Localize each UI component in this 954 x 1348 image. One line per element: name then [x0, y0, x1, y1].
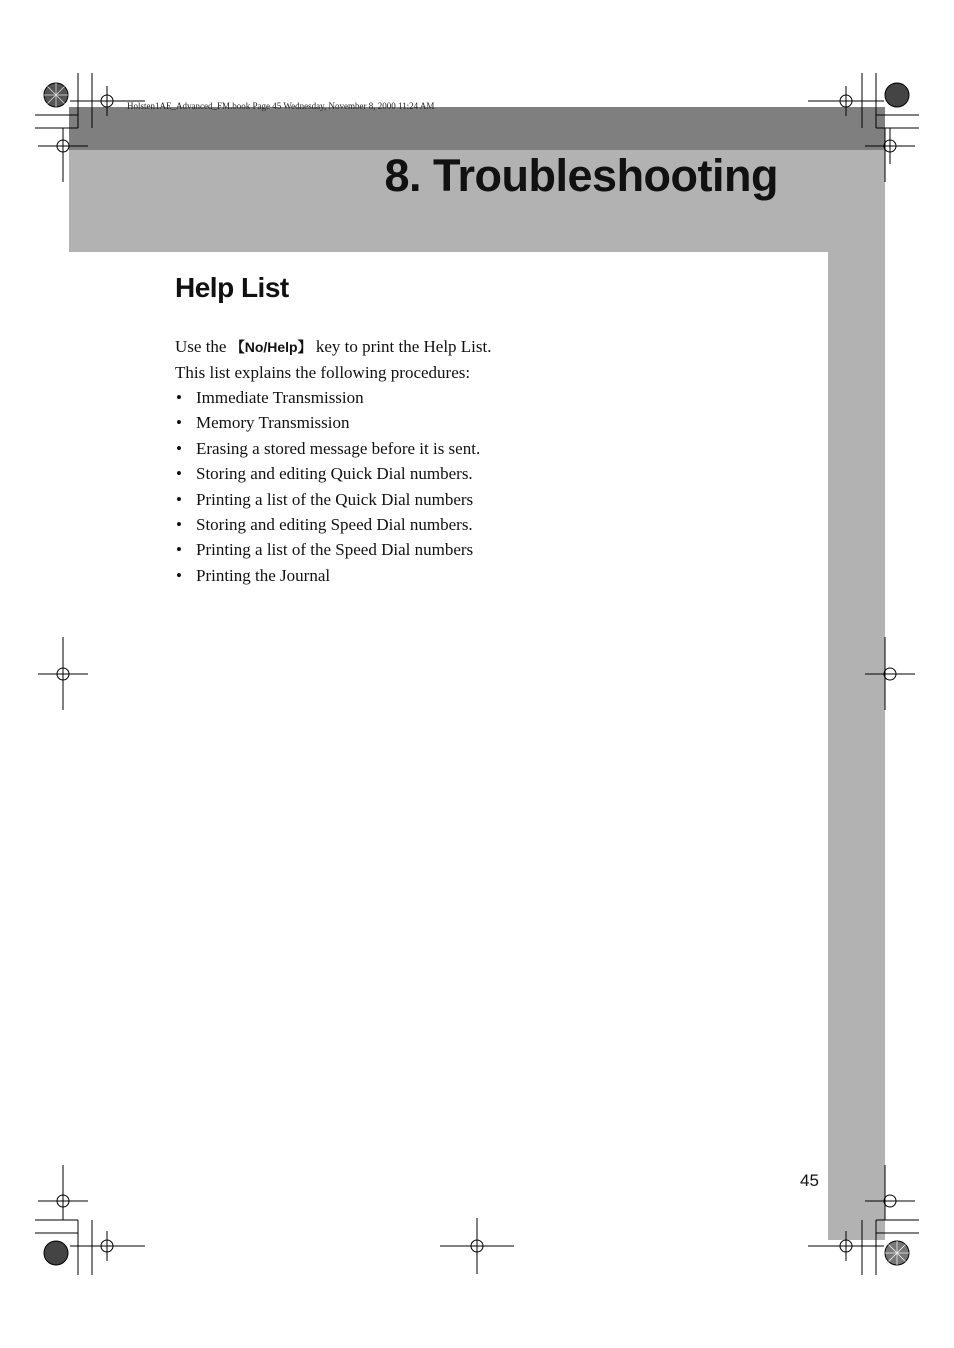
list-item [175, 413, 480, 438]
bullet: • [176, 514, 182, 534]
bullet: • [176, 489, 182, 509]
bullet: • [176, 464, 182, 484]
list-item-text: Printing the Journal [196, 565, 331, 585]
chapter-title: 8. Troubleshooting [384, 150, 778, 201]
bullet: • [176, 438, 182, 458]
list-item-text: Printing a list of the Speed Dial numbers [196, 540, 474, 560]
intro-suffix: key to print the Help List. [311, 337, 492, 356]
list-item-text: Erasing a stored message before it is sent. [196, 438, 481, 458]
bullet: • [176, 540, 182, 560]
page-number: 45 [800, 1171, 819, 1190]
list-item [175, 439, 480, 464]
file-info-header: Holsten1AE_Advanced_FM.book Page 45 Wednesday, November 8, 2000 11:24 AM [127, 101, 435, 111]
no-help-key-label: 【No/Help】 [230, 339, 312, 355]
bullet: • [176, 413, 182, 433]
list-item-text: Storing and editing Speed Dial numbers. [196, 514, 473, 534]
list-item [175, 388, 480, 413]
list-item [175, 566, 480, 591]
intro-paragraph [175, 337, 492, 357]
list-item [175, 490, 480, 515]
list-item-text: Memory Transmission [196, 413, 350, 433]
list-item-text: Immediate Transmission [196, 388, 364, 407]
list-item-text: Storing and editing Quick Dial numbers. [196, 464, 473, 484]
list-item-text: Printing a list of the Quick Dial numbers [196, 489, 474, 509]
intro-line-2: This list explains the following procedures: [175, 363, 471, 382]
bullet: • [176, 565, 182, 585]
procedure-list [175, 388, 480, 591]
bullet: • [176, 388, 182, 407]
intro-prefix: Use the [175, 337, 231, 356]
section-title: Help List [175, 272, 289, 303]
list-item [175, 515, 480, 540]
list-item [175, 540, 480, 565]
list-item [175, 464, 480, 489]
